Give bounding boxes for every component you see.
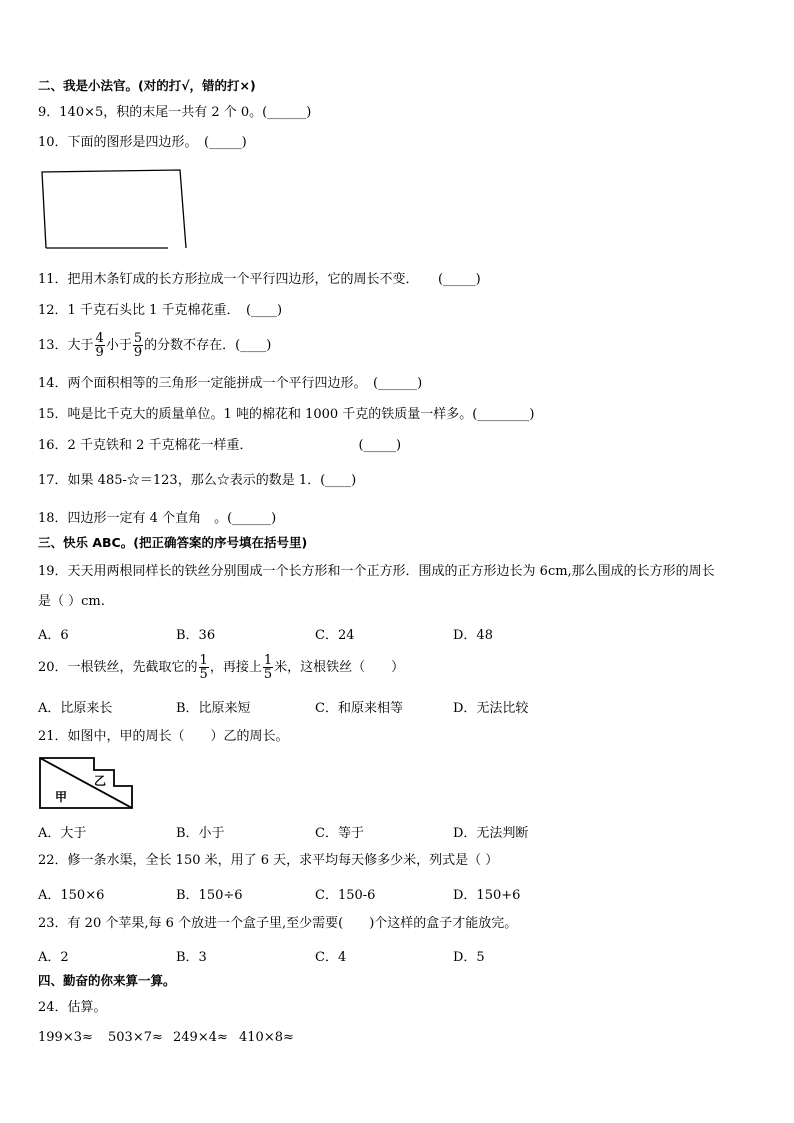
q24-item-3: 249×4≈ [173, 1030, 228, 1045]
q20-option-a: A．比原来长 [38, 701, 113, 716]
question-20 [38, 652, 404, 684]
q23-option-b: B．3 [176, 950, 207, 965]
question-12: 12．1 千克石头比 1 千克棉花重． (____) [38, 303, 283, 318]
question-13 [38, 330, 271, 362]
q19-option-d: D．48 [453, 628, 493, 643]
q21-option-d: D．无法判断 [453, 826, 529, 841]
q20-option-c: C．和原来相等 [315, 701, 403, 716]
question-18: 18．四边形一定有 4 个直角 。(______) [38, 511, 277, 526]
q19-option-c: C．24 [315, 628, 355, 643]
q20-option-d: D．无法比较 [453, 701, 529, 716]
q22-option-c: C．150-6 [315, 888, 376, 903]
jia-label: 甲 [55, 790, 68, 804]
yi-label: 乙 [94, 774, 107, 788]
q22-option-b: B．150÷6 [176, 888, 243, 903]
question-17: 17．如果 485-☆＝123，那么☆表示的数是 1．(____) [38, 473, 357, 488]
section2-title: 二、我是小法官。(对的打√，错的打×) [38, 78, 256, 93]
q20-option-b: B．比原来短 [176, 701, 251, 716]
q21-option-c: C．等于 [315, 826, 364, 841]
q24-item-2: 503×7≈ [108, 1030, 163, 1045]
fraction-4-9: $\frac{4}{9}$ [95, 331, 104, 360]
q19-option-a: A．6 [38, 628, 69, 643]
q13-post: 的分数不存在．(____) [144, 338, 272, 353]
q23-option-d: D．5 [453, 950, 485, 965]
fraction-1-5-a: $\frac{1}{5}$ [199, 653, 208, 682]
q24-item-1: 199×3≈ [38, 1030, 93, 1045]
question-10: 10．下面的图形是四边形。 (_____) [38, 135, 247, 150]
question-24: 24．估算。 [38, 1000, 107, 1015]
q24-item-4: 410×8≈ [239, 1030, 294, 1045]
q13-mid: 小于 [105, 338, 132, 353]
question-16 [38, 437, 401, 455]
q20-pre: 20．一根铁丝，先截取它的 [38, 660, 198, 675]
q23-option-a: A．2 [38, 950, 69, 965]
q20-post: 米，这根铁丝（ ） [274, 660, 405, 675]
section4-title: 四、勤奋的你来算一算。 [38, 973, 176, 988]
q21-option-a: A．大于 [38, 826, 87, 841]
fraction-5-9: $\frac{5}{9}$ [133, 331, 143, 360]
question-14: 14．两个面积相等的三角形一定能拼成一个平行四边形。 (______) [38, 376, 423, 391]
q22-option-d: D．150+6 [453, 888, 521, 903]
q22-option-a: A．150×6 [38, 888, 105, 903]
q16-text: 16．2 千克铁和 2 千克棉花一样重． [38, 438, 253, 453]
q19-option-b: B．36 [176, 628, 216, 643]
question-21: 21．如图中，甲的周长（ ）乙的周长。 [38, 729, 289, 744]
question-22: 22．修一条水渠，全长 150 米，用了 6 天，求平均每天修多少米，列式是（ ） [38, 853, 499, 868]
question-15: 15．吨是比千克大的质量单位。1 吨的棉花和 1000 千克的铁质量一样多。(________) [38, 407, 535, 422]
q13-pre: 13．大于 [38, 338, 94, 353]
fraction-1-5-b: $\frac{1}{5}$ [263, 653, 273, 682]
q23-option-c: C．4 [315, 950, 347, 965]
question-11: 11．把用木条钉成的长方形拉成一个平行四边形，它的周长不变． (_____) [38, 272, 481, 287]
q21-option-b: B．小于 [176, 826, 225, 841]
question-23: 23．有 20 个苹果,每 6 个放进一个盒子里,至少需要( )个这样的盒子才能放完。 [38, 916, 518, 931]
q20-mid: ，再接上 [209, 660, 262, 675]
question-19-line1: 19．天天用两根同样长的铁丝分别围成一个长方形和一个正方形．围成的正方形边长为 6cm,那么围成的长方形的周长 [38, 564, 715, 579]
question-19-line2: 是（ ）cm. [38, 594, 105, 609]
quadrilateral-figure [38, 166, 190, 252]
question-9: 9．140×5，积的末尾一共有 2 个 0。(______) [38, 105, 312, 120]
jia-yi-figure [38, 756, 134, 810]
q16-blank: (_____) [358, 438, 402, 453]
section3-title: 三、快乐 ABC。(把正确答案的序号填在括号里) [38, 535, 308, 550]
